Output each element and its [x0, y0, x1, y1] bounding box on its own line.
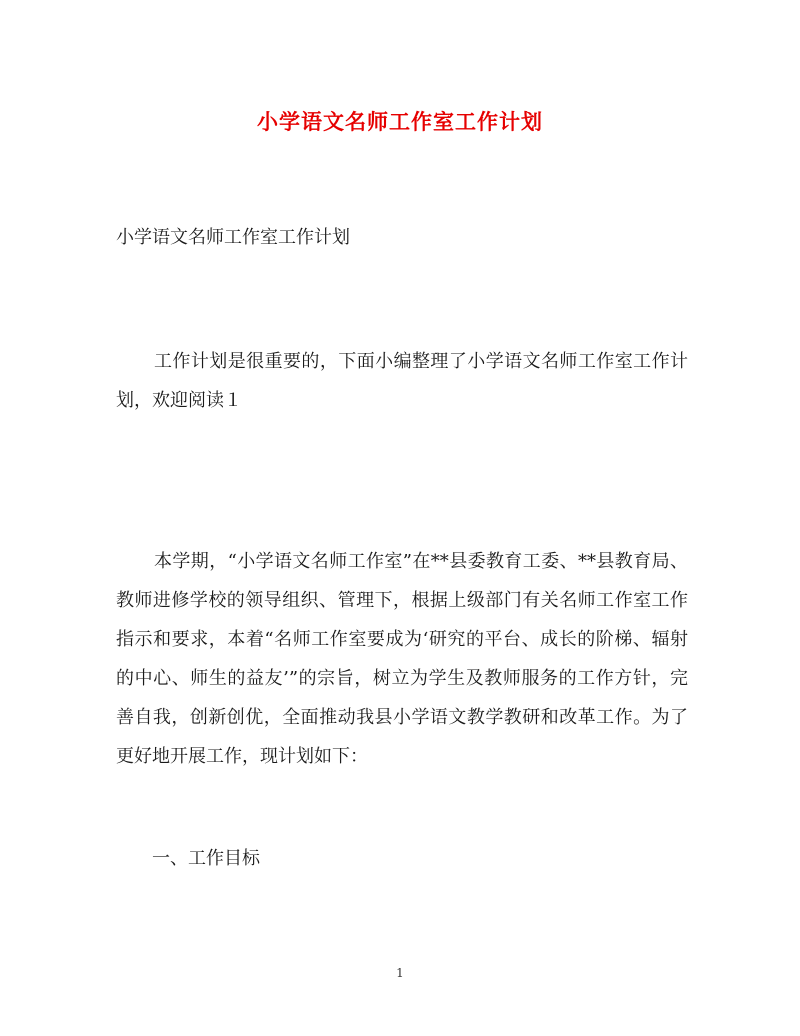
page-number: 1 — [396, 966, 404, 980]
document-title: 小学语文名师工作室工作计划 — [257, 109, 543, 134]
section-heading: 一、工作目标 — [152, 848, 260, 869]
body-paragraph: 本学期，“小学语文名师工作室”在**县委教育工委、**县教育局、教师进修学校的领导组织、管理下，根据上级部门有关名师工作室工作指示和要求，本着“名师工作室要成为‘研究的平台、成长的阶梯、辐射的中心、师生的益友’”的宗旨，树立为学生及教师服务的工作方针，完善自我，创新创优，全面推动我县小学语文教学教研和改革工作。为了更好地开展工作，现计划如下： — [116, 551, 688, 767]
intro-paragraph: 工作计划是很重要的，下面小编整理了小学语文名师工作室工作计划，欢迎阅读１ — [116, 351, 688, 411]
document-subtitle: 小学语文名师工作室工作计划 — [116, 227, 350, 248]
